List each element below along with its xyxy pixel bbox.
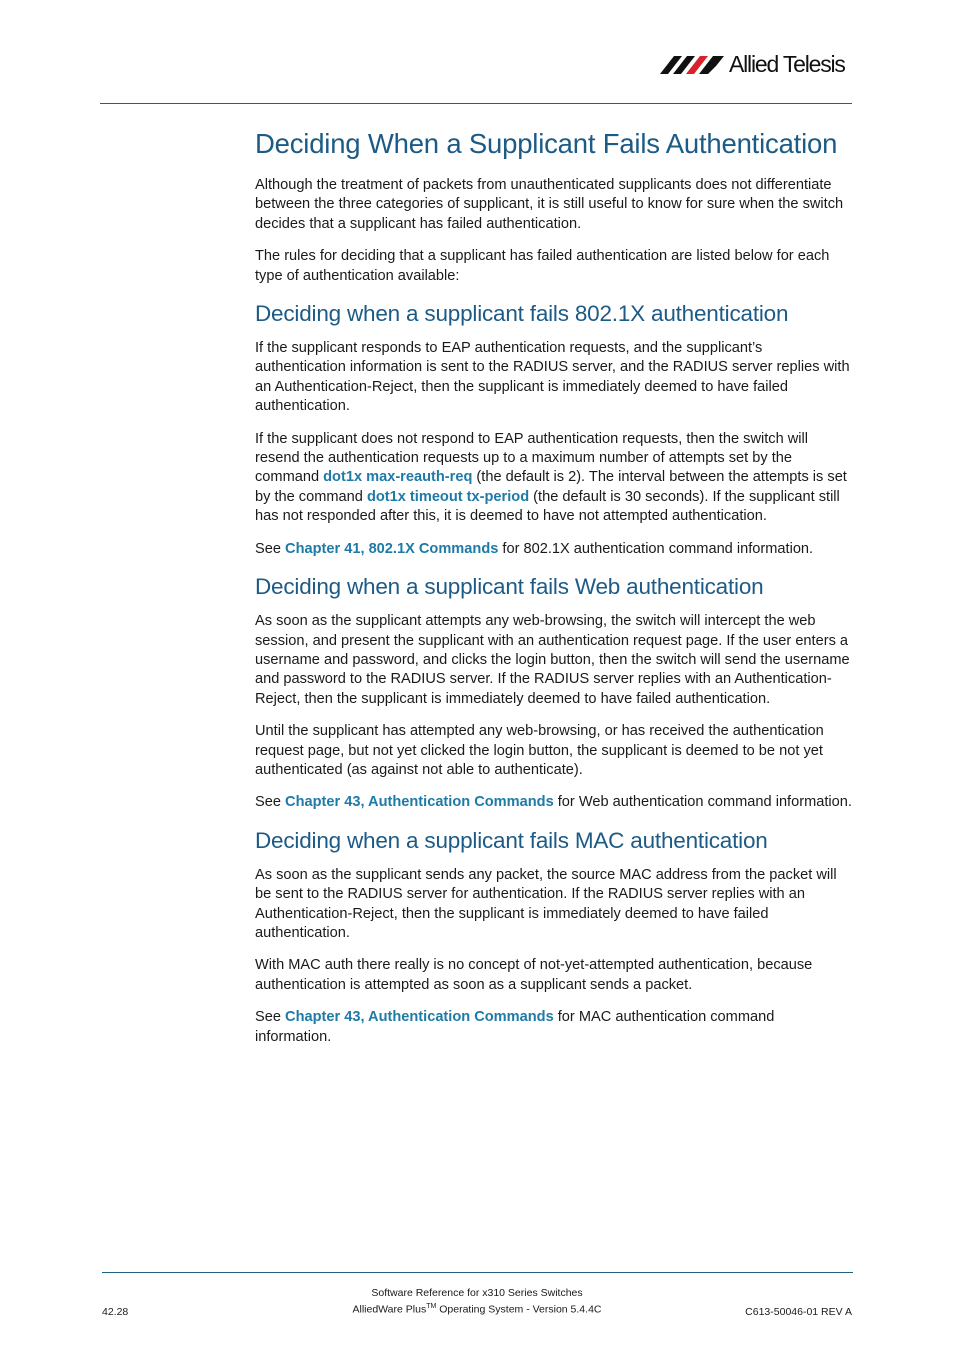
8021x-paragraph-1: If the supplicant responds to EAP authentication requests, and the supplicant’s authentication information is sent to the RADIUS server, and the RADIUS server replies with an Authentication-Reject, then the supplicant is immediately deemed to have failed authentication. (255, 340, 850, 415)
document-id: C613-50046-01 REV A (745, 1306, 852, 1318)
section-heading-8021x: Deciding when a supplicant fails 802.1X authentication (255, 301, 789, 327)
footer-title: Software Reference for x310 Series Switches (371, 1287, 583, 1299)
link-chapter-43-mac[interactable]: Chapter 43, Authentication Commands (285, 1009, 554, 1026)
8021x-paragraph-2: If the supplicant does not respond to EAP authentication requests, then the switch will resend the authentication requests up to a maximum number of attempts set by the command dot1x max-reauth-req (the default is 2). The interval between the attempts is set by the command dot1x timeout tx-period (the default is 30 seconds). If the supplicant still has not responded after this, it is deemed to have not attempted authentication. (255, 430, 847, 525)
header-rule (100, 103, 852, 104)
web-paragraph-2: Until the supplicant has attempted any web-browsing, or has received the authentication request page, but not yet clicked the login button, the supplicant is deemed to be not yet authenticated (as against not able to authenticate). (255, 723, 824, 778)
section-heading-mac: Deciding when a supplicant fails MAC authentication (255, 827, 768, 853)
mac-paragraph-1: As soon as the supplicant sends any packet, the source MAC address from the packet will be sent to the RADIUS server for authentication. If the RADIUS server replies with an Authentication-Reject, then the supplicant is immediately deemed to have failed authentication. (255, 866, 837, 941)
logo-mark-icon (660, 54, 726, 74)
web-paragraph-3: See Chapter 43, Authentication Commands for Web authentication command information. (255, 794, 852, 811)
logo-text: Allied Telesis (729, 50, 845, 77)
footer-rule (102, 1272, 853, 1273)
main-content (255, 126, 853, 1060)
footer-os-version: AlliedWare Plus™ Operating System - Version 5.4.4C (352, 1303, 602, 1316)
link-chapter-41[interactable]: Chapter 41, 802.1X Commands (285, 540, 499, 557)
page-title: Deciding When a Supplicant Fails Authentication (255, 128, 838, 159)
mac-paragraph-3: See Chapter 43, Authentication Commands for MAC authentication command information. (255, 1009, 775, 1045)
page-number: 42.28 (102, 1306, 129, 1318)
link-chapter-43-web[interactable]: Chapter 43, Authentication Commands (285, 794, 554, 811)
web-paragraph-1: As soon as the supplicant attempts any web-browsing, the switch will intercept the web session, and present the supplicant with an authentication request page. If the user enters a username and password, and clicks the login button, then the switch will send the username and password to the RADIUS server. If the RADIUS server replies with an Authentication-Reject, then the supplicant is immediately deemed to have failed authentication. (255, 613, 850, 707)
intro-paragraph-2: The rules for deciding that a supplicant has failed authentication are listed below for each type of authentication available: (255, 248, 830, 284)
section-heading-web: Deciding when a supplicant fails Web authentication (255, 574, 764, 600)
8021x-paragraph-3: See Chapter 41, 802.1X Commands for 802.1X authentication command information. (255, 540, 814, 557)
allied-telesis-logo (660, 50, 845, 78)
link-dot1x-max-reauth-req[interactable]: dot1x max-reauth-req (323, 469, 473, 486)
mac-paragraph-2: With MAC auth there really is no concept of not-yet-attempted authentication, because authentication is attempted as soon as a supplicant sends a packet. (255, 957, 813, 993)
intro-paragraph-1: Although the treatment of packets from unauthenticated supplicants does not differentiate between the three categories of supplicant, it is still useful to know for sure when the switch decides that a supplicant has failed authentication. (255, 177, 844, 232)
link-dot1x-timeout-tx-period[interactable]: dot1x timeout tx-period (366, 488, 530, 505)
